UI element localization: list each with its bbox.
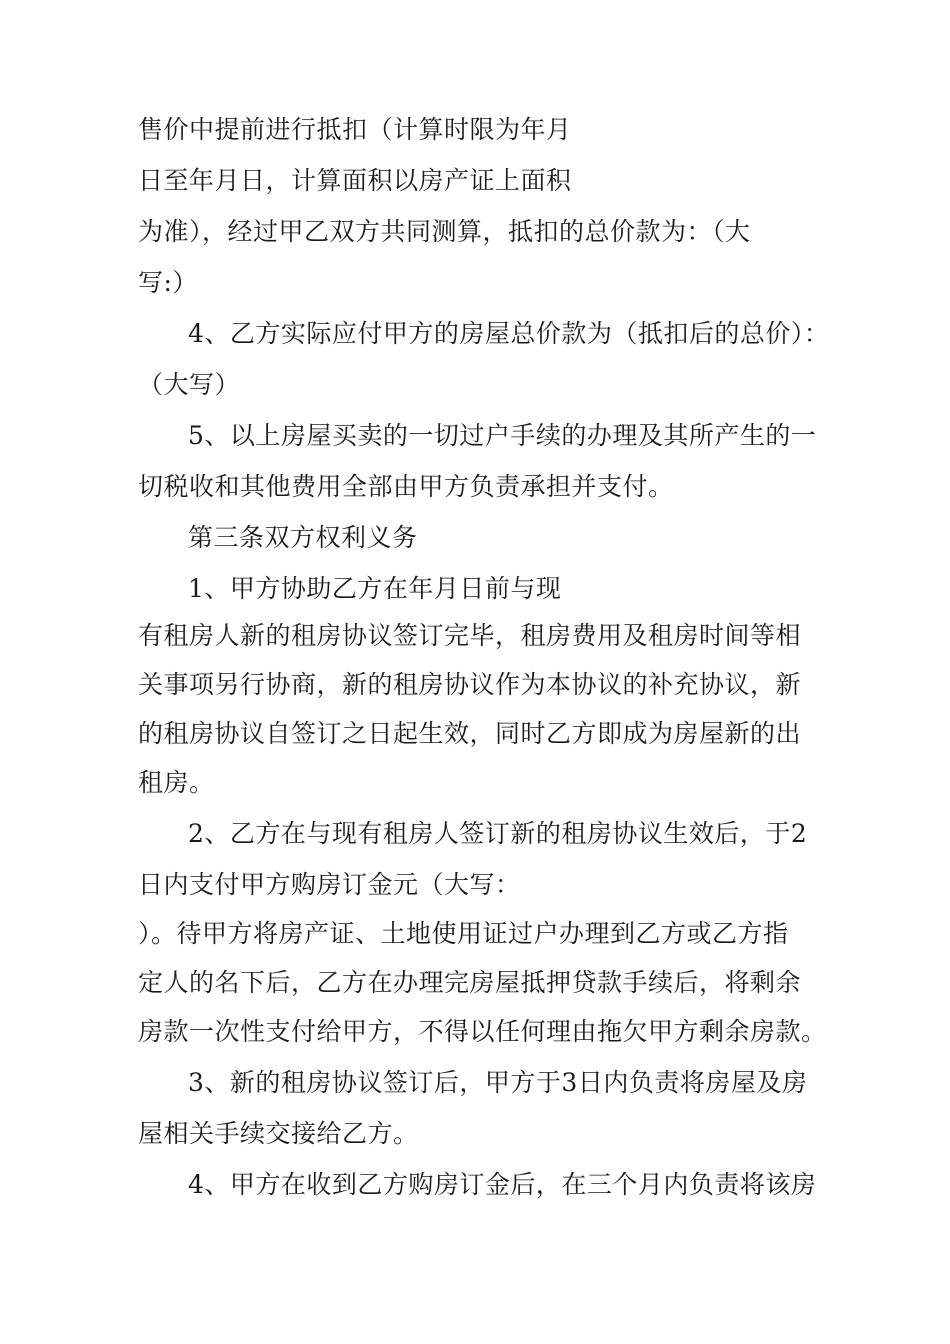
text-line: （大写） bbox=[138, 370, 241, 399]
clause-3-line: 3、新的租房协议签订后，甲方于3日内负责将房屋及房 bbox=[188, 1068, 808, 1097]
text-line: 切税收和其他费用全部由甲方负责承担并支付。 bbox=[138, 472, 674, 501]
text-line: ）。待甲方将房产证、土地使用证过户办理到乙方或乙方指 bbox=[138, 919, 789, 948]
text-line: 日内支付甲方购房订金元（大写： bbox=[138, 870, 521, 899]
text-line: 为准），经过甲乙双方共同测算，抵扣的总价款为：（大 bbox=[138, 217, 751, 246]
clause-4b-line: 4、甲方在收到乙方购房订金后，在三个月内负责将该房 bbox=[188, 1170, 817, 1199]
text-line: 日至年月日，计算面积以房产证上面积 bbox=[138, 166, 572, 195]
text-line: 的租房协议自签订之日起生效，同时乙方即成为房屋新的出 bbox=[138, 719, 802, 748]
clause-5-line: 5、以上房屋买卖的一切过户手续的办理及其所产生的一 bbox=[188, 421, 817, 450]
clause-4-line: 4、乙方实际应付甲方的房屋总价款为（抵扣后的总价）： bbox=[188, 319, 830, 348]
text-line: 房款一次性支付给甲方，不得以任何理由拖欠甲方剩余房款。 bbox=[138, 1017, 827, 1046]
text-line: 关事项另行协商，新的租房协议作为本协议的补充协议，新 bbox=[138, 670, 802, 699]
text-line: 租房。 bbox=[138, 768, 215, 797]
text-line: 有租房人新的租房协议签订完毕，租房费用及租房时间等相 bbox=[138, 621, 802, 650]
section-heading: 第三条双方权利义务 bbox=[188, 523, 418, 552]
text-line: 屋相关手续交接给乙方。 bbox=[138, 1119, 419, 1148]
text-line: 售价中提前进行抵扣（计算时限为年月 bbox=[138, 115, 572, 144]
text-line: 定人的名下后，乙方在办理完房屋抵押贷款手续后，将剩余 bbox=[138, 968, 802, 997]
clause-1-line: 1、甲方协助乙方在年月日前与现 bbox=[188, 574, 562, 603]
clause-2-line: 2、乙方在与现有租房人签订新的租房协议生效后，于2 bbox=[188, 819, 808, 848]
text-line: 写:） bbox=[138, 268, 198, 297]
